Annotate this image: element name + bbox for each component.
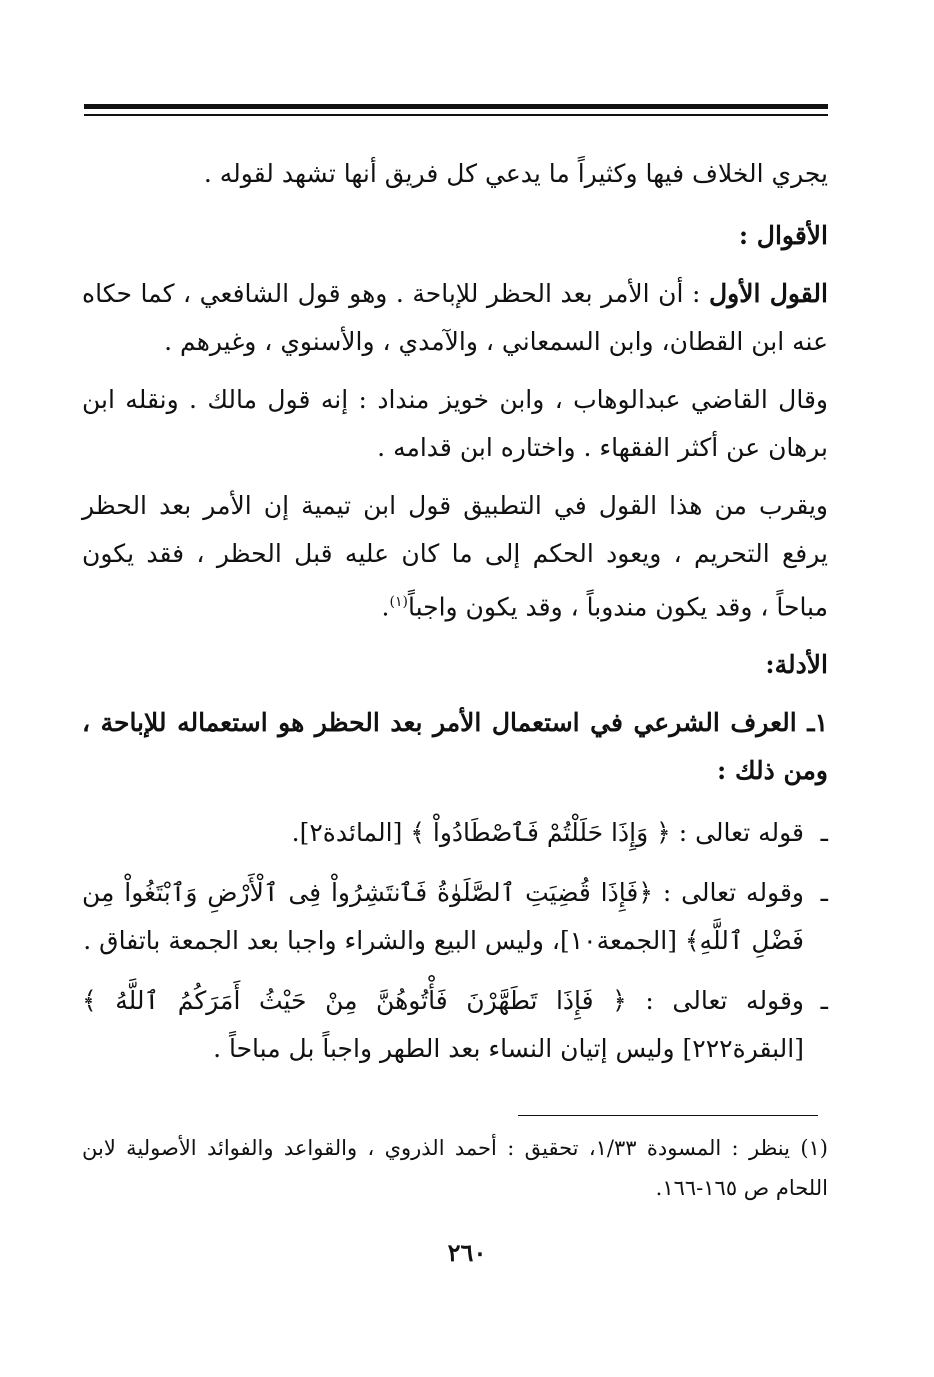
header-rule-thick: [84, 104, 828, 109]
header-rule-thin: [84, 114, 828, 116]
footnote-separator: [518, 1115, 818, 1116]
paragraph-end: .: [381, 592, 390, 622]
list-item: [82, 869, 828, 965]
list-item-text: قوله تعالى : ﴿ وَإِذَا حَلَلْتُمْ فَٱصْطَادُواْ ﴾ [المائدة٢].: [291, 818, 804, 848]
list-item: [82, 809, 828, 857]
main-text: [82, 150, 828, 1085]
paragraph-ibn-taymiyya: [82, 482, 828, 631]
first-opinion-text: : أن الأمر بعد الحظر للإباحة . وهو قول الشافعي ، كما حكاه عنه ابن القطان، وابن السمعاني ، والآمدي ، والأسنوي ، وغيرهم .: [82, 279, 828, 356]
evidence-1: ١ـ العرف الشرعي في استعمال الأمر بعد الحظر هو استعماله للإباحة ، ومن ذلك :: [82, 708, 828, 786]
dash-marker: ـ: [820, 818, 828, 848]
list-item: [82, 977, 828, 1073]
page-number: ٢٦٠: [447, 1238, 487, 1267]
first-opinion-lead: القول الأول: [708, 279, 828, 308]
footnotes: [82, 1128, 828, 1208]
first-opinion-paragraph: [82, 270, 828, 366]
footnote-ref: (١): [389, 594, 408, 610]
dash-marker: ـ: [820, 878, 828, 908]
footnote-1: (١) ينظر : المسودة ١/٣٣، تحقيق : أحمد الذروي ، والقواعد والفوائد الأصولية لابن اللحام ص ١٦٥-١٦٦.: [82, 1136, 828, 1200]
dash-marker: ـ: [820, 986, 828, 1016]
aqwal-heading: الأقوال :: [738, 221, 828, 250]
adilla-heading: الأدلة:: [765, 650, 828, 680]
list-item-text: وقوله تعالى : ﴿ فَإِذَا تَطَهَّرْنَ فَأْتُوهُنَّ مِنْ حَيْثُ أَمَرَكُمُ ٱللَّهُ ﴾ [البقرة٢٢٢] وليس إتيان النساء بعد الطهر واجباً بل مباحاً .: [82, 986, 804, 1064]
list-item-text: وقوله تعالى : ﴿فَإِذَا قُضِيَتِ ٱلصَّلَوٰةُ فَٱنتَشِرُواْ فِى ٱلْأَرْضِ وَٱبْتَغُواْ مِن فَضْلِ ٱللَّهِ﴾ [الجمعة١٠]، وليس البيع والشراء واجبا بعد الجمعة باتفاق .: [82, 878, 804, 956]
paragraph-abdulwahhab: وقال القاضي عبدالوهاب ، وابن خويز منداد : إنه قول مالك . ونقله ابن برهان عن أكثر الفقهاء . واختاره ابن قدامه .: [82, 385, 828, 462]
intro-line: يجري الخلاف فيها وكثيراً ما يدعي كل فريق أنها تشهد لقوله .: [203, 159, 828, 188]
paragraph-ibn-taymiyya-text: ويقرب من هذا القول في التطبيق قول ابن تيمية إن الأمر بعد الحظر يرفع التحريم ، ويعود الحكم إلى ما كان عليه قبل الحظر ، فقد يكون مباحاً ، وقد يكون مندوباً ، وقد يكون واجباً: [82, 491, 828, 622]
